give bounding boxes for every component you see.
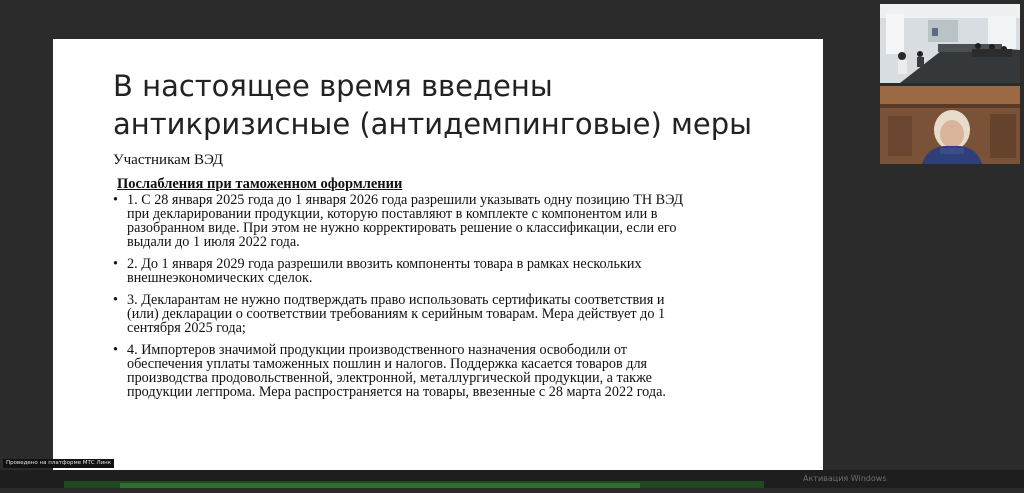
bullet-line: обеспечения уплаты таможенных пошлин и налогов. Поддержка касается товаров для: [127, 356, 648, 372]
bullet-line: разобранном виде. При этом не нужно корректировать решение о классификации, если его: [127, 220, 677, 236]
presentation-slide: [53, 39, 823, 470]
list-item: [109, 343, 769, 399]
bullet-line: при декларировании продукции, которую поставляют в комплекте с компонентом или в: [127, 206, 658, 222]
slide-subtitle: Участникам ВЭД: [113, 152, 223, 168]
bullet-line: 4. Импортеров значимой продукции производственного назначения освободили от: [127, 342, 627, 358]
conference-room-video-image: [880, 4, 1020, 83]
video-tile-conference-room[interactable]: [880, 4, 1020, 83]
section-heading: Послабления при таможенном оформлении: [117, 176, 403, 192]
bullet-line: сентября 2025 года;: [127, 320, 246, 336]
bullet-icon: •: [113, 342, 118, 358]
list-item: [109, 193, 769, 249]
video-tile-speaker[interactable]: [880, 86, 1020, 164]
bullet-line: внешнеэкономических сделок.: [127, 270, 313, 286]
platform-label: Проведено на платформе МТС Линк: [3, 459, 114, 468]
list-item: [109, 293, 769, 335]
bullet-line: выдали до 1 июля 2022 года.: [127, 234, 300, 250]
slide-title-line: антикризисные (антидемпинговые) меры: [113, 107, 753, 141]
windows-activation-watermark: Активация Windows: [803, 474, 887, 483]
bullet-line: продукции легпрома. Мера распространяется на товары, ввезенные с 28 марта 2022 года.: [127, 384, 666, 400]
speaker-video-image: [880, 86, 1020, 164]
bullet-line: 2. До 1 января 2029 года разрешили ввозить компоненты товара в рамках нескольких: [127, 256, 642, 272]
bullet-line: производства продовольственной, электронной, металлургической продукции, а также: [127, 370, 652, 386]
slide-title: [113, 67, 803, 143]
bullet-icon: •: [113, 192, 118, 208]
bullet-icon: •: [113, 256, 118, 272]
bullet-list: [109, 193, 769, 407]
slide-title-line: В настоящее время введены: [113, 69, 553, 103]
bullet-line: 1. С 28 января 2025 года до 1 января 2026 года разрешили указывать одну позицию ТН ВЭД: [127, 192, 683, 208]
list-item: [109, 257, 769, 285]
bullet-icon: •: [113, 292, 118, 308]
bullet-line: (или) декларации о соответствии требованиям к серийным товарам. Мера действует до 1: [127, 306, 666, 322]
bullet-line: 3. Декларантам не нужно подтверждать право использовать сертификаты соответствия и: [127, 292, 665, 308]
